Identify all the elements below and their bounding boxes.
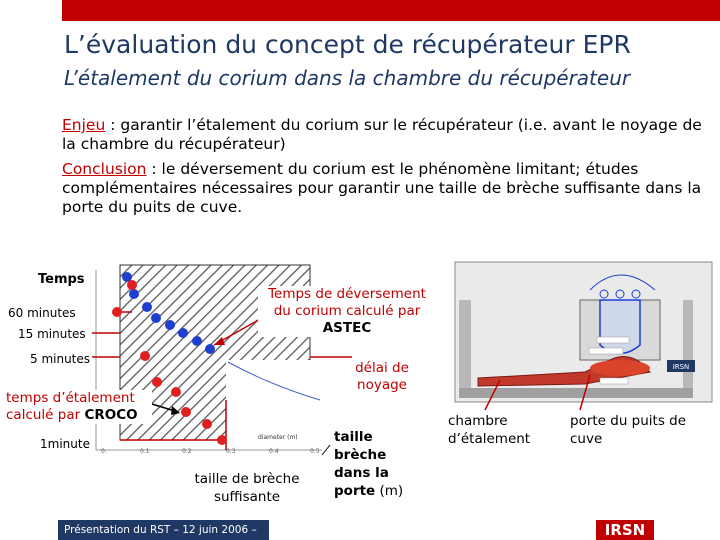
enjeu-keyword: Enjeu [62, 116, 106, 134]
breche-unit: (m) [379, 483, 404, 499]
astec-label: ASTEC [322, 320, 372, 336]
slide-subtitle: L’étalement du corium dans la chambre du récupérateur [64, 66, 631, 90]
x-tick: 0.3 [226, 448, 236, 455]
temps-label: Temps [38, 272, 85, 287]
etalement-point [202, 419, 212, 429]
deversement-label: Temps de déversement du corium calculé par [268, 286, 426, 319]
y-label-15min: 15 minutes [18, 327, 86, 341]
diagram-tag: IRSN [672, 363, 690, 371]
etalement-point [152, 377, 162, 387]
y-label-5min: 5 minutes [30, 352, 91, 366]
etalement-annotation [6, 390, 152, 424]
breche-arrow [322, 445, 330, 455]
deversement-point [192, 336, 202, 346]
irsn-logo: IRSN [596, 520, 654, 540]
label-plate [589, 348, 623, 354]
enjeu-text: : garantir l’étalement du corium sur le récupérateur (i.e. avant le noyage de la chambre du récupérateur) [62, 116, 702, 153]
concrete-right-wall [683, 300, 693, 396]
etalement-point [112, 307, 122, 317]
etalement-point [171, 387, 181, 397]
y-label-1min: 1minute [40, 437, 90, 451]
slide-title: L’évaluation du concept de récupérateur EPR [64, 30, 631, 59]
etalement-point [140, 351, 150, 361]
x-tick: 0.1 [140, 448, 150, 455]
deversement-point [178, 328, 188, 338]
x-tick: 0.4 [269, 448, 279, 455]
etalement-label: temps d’étalement calculé par [6, 390, 135, 423]
x-axis-title: diameter (m) [258, 434, 298, 441]
breche-porte-text: taille brèche dans la porte [334, 429, 389, 499]
y-label-60min: 60 minutes [8, 306, 76, 320]
porte-puits-label: porte du puits de cuve [570, 413, 687, 447]
deversement-point [151, 313, 161, 323]
deversement-point [205, 344, 215, 354]
deversement-point [165, 320, 175, 330]
reactor-vessel [600, 300, 640, 354]
deversement-point [129, 289, 139, 299]
x-tick: 0.5 [310, 448, 320, 455]
chambre-etalement-label: chambre d’étalement [448, 413, 531, 447]
label-plate [600, 378, 628, 384]
croco-label: CROCO [84, 407, 138, 423]
delai-noyage-label: délai de noyage [355, 360, 409, 393]
etalement-point [217, 435, 227, 445]
reactor-diagram [455, 262, 712, 402]
taille-suffisante-label: taille de brèche suffisante [194, 471, 300, 505]
conclusion-text: : le déversement du corium est le phénomène limitant; études complémentaires nécessaires pour garantir une taille de brèche suffisante dans la porte du puits de cuve. [62, 160, 702, 216]
label-plate [597, 337, 629, 343]
deversement-point [142, 302, 152, 312]
etalement-point [127, 280, 137, 290]
concrete-left-wall [459, 300, 471, 396]
x-tick: 0. [101, 448, 107, 455]
conclusion-keyword: Conclusion [62, 160, 147, 178]
breche-porte-label [334, 428, 406, 500]
deversement-annotation [258, 286, 436, 337]
corium-pool [590, 360, 650, 376]
footer-bar: Présentation du RST – 12 juin 2006 – [58, 520, 269, 540]
etalement-point [181, 407, 191, 417]
x-tick: 0.2 [182, 448, 192, 455]
